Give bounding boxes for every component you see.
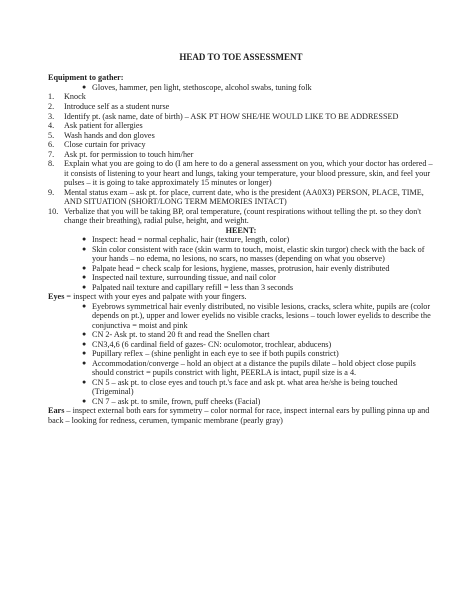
eyes-list (48, 302, 434, 407)
bullet-icon: ● (82, 396, 87, 405)
ears-label: Ears (48, 406, 65, 416)
bullet-icon: ● (82, 235, 87, 244)
step-item (48, 102, 434, 112)
step-item (48, 140, 434, 150)
step-text: Identify pt. (ask name, date of birth) – ASK PT HOW SHE/HE WOULD LIKE TO BE ADDRESSED (64, 111, 399, 121)
eyes-item (48, 349, 434, 359)
step-item (48, 131, 434, 141)
step-item (48, 188, 434, 207)
eyes-item-text: CN 2- Ask pt. to stand 20 ft and read the Snellen chart (92, 330, 270, 340)
eyes-item-text: Pupillary reflex – (shine penlight in each eye to see if both pupils constrict) (92, 349, 339, 359)
step-item (48, 121, 434, 131)
eyes-item (48, 330, 434, 340)
ears-paragraph (48, 406, 434, 425)
step-number: 5. (48, 130, 55, 140)
bullet-icon: ● (82, 330, 87, 339)
heent-item (48, 283, 434, 293)
eyes-item-text: CN 5 – ask pt. to close eyes and touch pt.'s face and ask pt. what area he/she is being touched (Trigeminal) (92, 377, 398, 397)
heent-item (48, 245, 434, 264)
eyes-item (48, 397, 434, 407)
heent-item (48, 264, 434, 274)
eyes-intro (48, 292, 434, 302)
eyes-item (48, 359, 434, 378)
step-text: Verbalize that you will be taking BP, oral temperature, (count respirations without telling the pt. so they don't change their breathing), radial pulse, height, and weight. (64, 206, 422, 226)
eyes-item (48, 340, 434, 350)
step-number: 1. (48, 92, 55, 102)
bullet-icon: ● (82, 339, 87, 348)
step-text: Close curtain for privacy (64, 140, 146, 150)
step-text: Ask patient for allergies (64, 121, 143, 131)
heent-item (48, 235, 434, 245)
step-number: 9. (48, 187, 55, 197)
step-text: Wash hands and don gloves (64, 130, 155, 140)
eyes-intro-text: = inspect with your eyes and palpate with your fingers. (64, 292, 247, 302)
eyes-item-text: CN3,4,6 (6 cardinal field of gazes- CN: oculomotor, trochlear, abducens) (92, 339, 332, 349)
bullet-icon: ● (82, 377, 87, 386)
document-title: HEAD TO TOE ASSESSMENT (179, 52, 303, 62)
steps-list (48, 92, 434, 225)
step-item (48, 150, 434, 160)
heent-item-text: Inspect: head = normal cephalic, hair (texture, length, color) (92, 235, 290, 245)
heent-item (48, 273, 434, 283)
step-item (48, 112, 434, 122)
step-item (48, 92, 434, 102)
bullet-icon: ● (82, 282, 87, 291)
heent-heading: HEENT: (225, 225, 257, 235)
bullet-icon: ● (82, 244, 87, 253)
equipment-list (48, 83, 434, 93)
step-number: 2. (48, 101, 55, 111)
eyes-item (48, 302, 434, 331)
step-text: Knock (64, 92, 86, 102)
heent-item-text: Inspected nail texture, surrounding tissue, and nail color (92, 273, 276, 283)
step-number: 4. (48, 121, 55, 131)
step-number: 10. (48, 206, 59, 216)
equipment-heading: Equipment to gather: (48, 73, 124, 83)
heent-list (48, 235, 434, 292)
heent-item-text: Skin color consistent with race (skin warm to touch, moist, elastic skin turgor) check with the back of your hands – no edema, no lesions, no scars, no masses (depending on what you observe) (92, 244, 425, 264)
bullet-icon: ● (82, 301, 87, 310)
eyes-item-text: CN 7 – ask pt. to smile, frown, puff cheeks (Facial) (92, 396, 261, 406)
eyes-item-text: Accommodation/converge – hold an object at a distance the pupils dilate – hold object close pupils should constrict = pupils constrict with light, PEERLA is intact, pupil size is a 4. (92, 358, 416, 378)
step-number: 8. (48, 159, 55, 169)
bullet-icon: ● (82, 358, 87, 367)
equipment-item-text: Gloves, hammer, pen light, stethoscope, alcohol swabs, tuning folk (92, 82, 312, 92)
equipment-item (48, 83, 434, 93)
step-item (48, 207, 434, 226)
step-item (48, 159, 434, 188)
bullet-icon: ● (82, 273, 87, 282)
ears-text: – inspect external both ears for symmetry – color normal for race, inspect internal ears by pulling pinna up and back – looking for redness, cerumen, tympanic membrane (pearly gray) (48, 406, 430, 425)
step-text: Mental status exam – ask pt. for place, current date, who is the president (AA0X3) PERSON, PLACE, TIME, AND SITUATION (SHORT/LONG TERM MEMORIES INTACT) (64, 187, 424, 207)
heent-item-text: Palpated nail texture and capillary refill = less than 3 seconds (92, 282, 294, 292)
step-text: Ask pt. for permission to touch him/her (64, 149, 194, 159)
eyes-item-text: Eyebrows symmetrical hair evenly distributed, no visible lesions, cracks, sclera white, pupils are (color depends on pt.), upper and lower eyelids no visible cracks, lesions – touch lower eyelids to describe the conjunctiva = moist and pink (92, 301, 431, 330)
step-text: Explain what you are going to do (I am here to do a general assessment on you, which your doctor has ordered – it consists of listening to your heart and lungs, taking your temperature, your blood pressure, skin, and feel your pulses – it is going to take approximately 15 minutes or longer) (64, 159, 433, 188)
step-number: 6. (48, 140, 55, 150)
heent-item-text: Palpate head = check scalp for lesions, hygiene, masses, protrusion, hair evenly distributed (92, 263, 390, 273)
eyes-label: Eyes (48, 292, 65, 302)
bullet-icon: ● (82, 263, 87, 272)
step-number: 7. (48, 149, 55, 159)
bullet-icon: ● (82, 82, 87, 91)
bullet-icon: ● (82, 349, 87, 358)
step-number: 3. (48, 111, 55, 121)
eyes-item (48, 378, 434, 397)
step-text: Introduce self as a student nurse (64, 101, 170, 111)
